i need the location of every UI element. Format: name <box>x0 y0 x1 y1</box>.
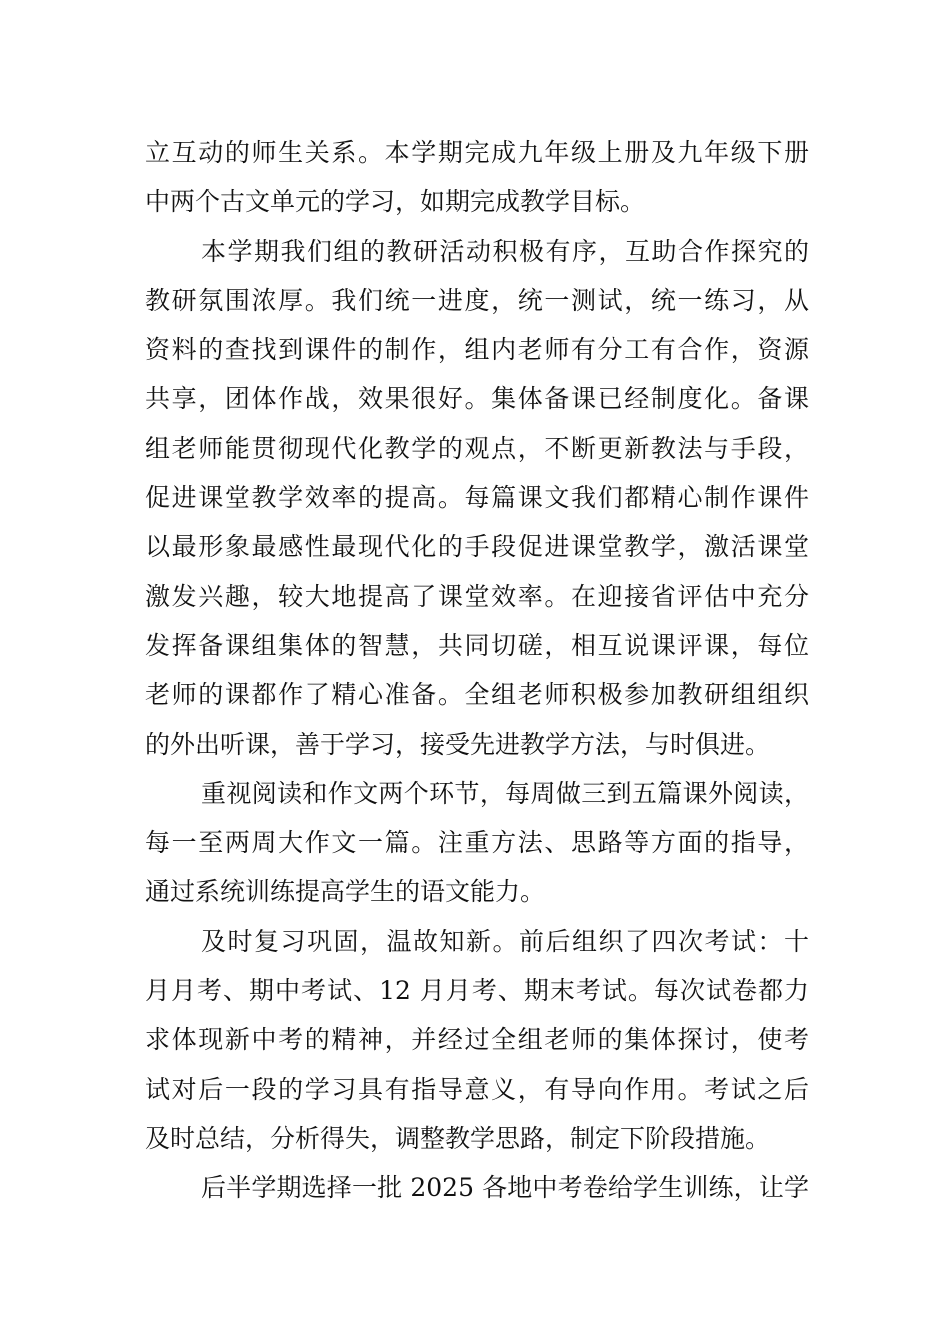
text-line: 试对后一段的学习具有指导意义，有导向作用。考试之后 <box>145 1074 809 1104</box>
text-line: 通过系统训练提高学生的语文能力。 <box>145 877 546 907</box>
text-line: 求体现新中考的精神，并经过全组老师的集体探讨，使考 <box>145 1025 809 1055</box>
text-line: 及时总结，分析得失，调整教学思路，制定下阶段措施。 <box>145 1123 771 1153</box>
text-line: 立互动的师生关系。本学期完成九年级上册及九年级下册 <box>145 138 809 167</box>
text-line: 月月考、期中考试、12 月月考、期末考试。每次试卷都力 <box>145 976 809 1006</box>
text-line: 教研氛围浓厚。我们统一进度，统一测试，统一练习，从 <box>145 285 809 315</box>
document-body <box>145 128 809 1213</box>
paragraph-first-line: 及时复习巩固，温故知新。前后组织了四次考试：十 <box>201 926 809 956</box>
text-line: 以最形象最感性最现代化的手段促进课堂教学，激活课堂 <box>145 532 809 562</box>
text-line: 老师的课都作了精心准备。全组老师积极参加教研组组织 <box>145 680 809 710</box>
text-line: 发挥备课组集体的智慧，共同切磋，相互说课评课，每位 <box>145 630 809 660</box>
text-line: 组老师能贯彻现代化教学的观点，不断更新教法与手段， <box>145 433 809 463</box>
text-line: 激发兴趣，较大地提高了课堂效率。在迎接省评估中充分 <box>145 581 809 611</box>
text-line: 每一至两周大作文一篇。注重方法、思路等方面的指导， <box>145 828 809 858</box>
paragraph-first-line: 重视阅读和作文两个环节，每周做三到五篇课外阅读， <box>201 778 809 808</box>
text-line: 资料的查找到课件的制作，组内老师有分工有合作，资源 <box>145 335 809 365</box>
text-line: 共享，团体作战，效果很好。集体备课已经制度化。备课 <box>145 384 809 414</box>
text-line: 促进课堂教学效率的提高。每篇课文我们都精心制作课件 <box>145 483 809 513</box>
text-line: 的外出听课，善于学习，接受先进教学方法，与时俱进。 <box>145 729 771 759</box>
text-line: 中两个古文单元的学习，如期完成教学目标。 <box>145 187 646 217</box>
paragraph-first-line: 后半学期选择一批 2025 各地中考卷给学生训练，让学 <box>201 1173 809 1203</box>
paragraph-first-line: 本学期我们组的教研活动积极有序，互助合作探究的 <box>201 236 809 266</box>
